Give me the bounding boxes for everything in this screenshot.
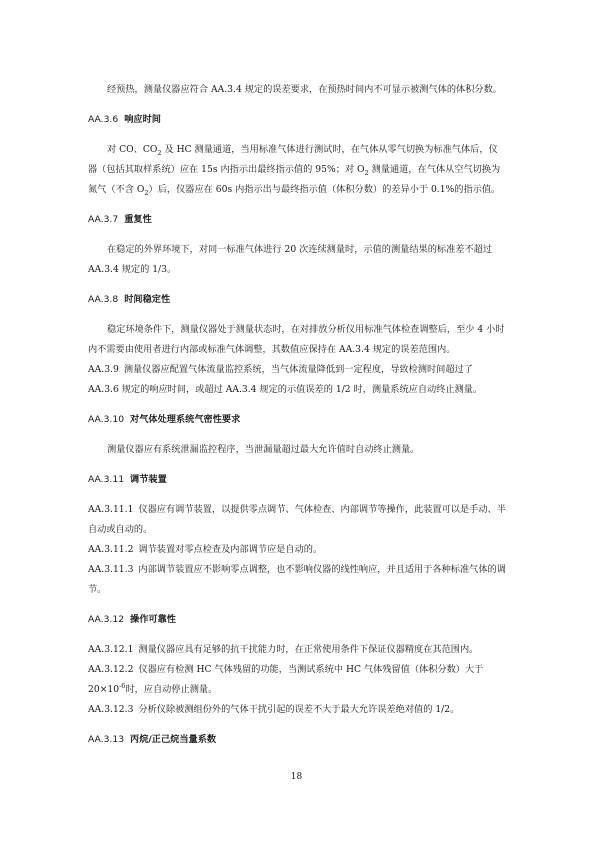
section-number: AA.3.13 [88,734,125,745]
section-heading-equivalence-factor [88,730,506,750]
section-number: AA.3.8 [88,294,119,305]
section-number: AA.3.11 [88,474,125,485]
item-number: AA.3.11.3 [88,564,134,575]
section-heading-time-stability [88,290,506,310]
repeatability-paragraph: 在稳定的外界环境下，对同一标准气体进行 20 次连续测量时，示值的测量结果的标准差不超过 AA.3.4 规定的 1/3。 [88,244,493,275]
response-time-paragraph [88,140,506,200]
text-run: 调节装置对零点检查及内部调节应是自动的。 [138,544,323,555]
subscript: 2 [157,148,162,157]
adjustment-item-1 [88,500,506,540]
text-run: 测量仪器应具有足够的抗干扰能力时，在正常使用条件下保证仪器精度在其范围内。 [138,644,479,655]
text-run: 分析仪除被测组份外的气体干扰引起的误差不大于最大允许误差绝对值的 1/2。 [138,704,460,715]
airtightness-paragraph: 测量仪器应有系统泄漏监控程序，当泄漏量超过最大允许值时自动终止测量。 [107,444,420,455]
item-number: AA.3.12.1 [88,644,134,655]
superscript: -6 [119,681,126,690]
section-title: 时间稳定性 [124,294,171,305]
section-number: AA.3.7 [88,214,119,225]
section-heading-repeatability [88,210,506,230]
adjustment-item-3 [88,560,506,600]
section-heading-adjustment [88,470,506,490]
reliability-item-1 [88,640,506,660]
section-heading-reliability [88,610,506,630]
text-run: 仪器应有检测 HC 气体残留的功能，当测试系统中 HC 气体残留值（体积分数）大于 20×10 [88,664,484,695]
section-number: AA.3.9 [88,364,119,375]
item-number: AA.3.12.2 [88,664,134,675]
text-run: 内部调节装置应不影响零点调整，也不影响仪器的线性响应，并且适用于各种标准气体的调节。 [88,564,506,595]
text-run: 测量通道，在气体从空气切换为氮气（不含 O [88,164,501,195]
page-number: 18 [290,772,303,782]
text-run: 时，应自动停止测量。 [125,684,218,695]
section-title: 响应时间 [124,114,161,125]
text-run: 对 CO、CO [107,144,158,155]
section-heading-airtightness [88,410,506,430]
section-title: 丙烷/正己烷当量系数 [130,734,217,745]
section-number: AA.3.6 [88,114,119,125]
text-run: 仪器应有调节装置，以提供零点调节、气体检查、内部调节等操作，此装置可以是手动、半自动或自动的。 [88,504,506,535]
item-number: AA.3.12.3 [88,704,134,715]
subscript: 2 [144,188,149,197]
time-stability-paragraph: 稳定环境条件下，测量仪器处于测量状态时，在对排放分析仪用标准气体检查调整后，至少 4 小时内不需要由使用者进行内部或标准气体调整，其数值应保持在 AA.3.4 规定的误差范围内。 [88,324,505,355]
item-number: AA.3.11.2 [88,544,134,555]
section-title: 对气体处理系统气密性要求 [130,414,241,425]
section-number: AA.3.12 [88,614,125,625]
section-title: 重复性 [124,214,152,225]
text-run: 测量仪器应配置气体流量监控系统，当气体流量降低到一定程度，导致检测时间超过了 AA.3.6 规定的响应时间，或超过 AA.3.4 规定的示值误差的 1/2 时，测量系统应自动终止测量。 [88,364,483,395]
section-heading-response-time [88,110,506,130]
section-title: 操作可靠性 [130,614,176,625]
text-run: ）后，仪器应在 60s 内指示出与最终指示值（体积分数）的差异小于 0.1%的指示值。 [148,184,501,195]
reliability-item-3 [88,700,506,720]
reliability-item-2 [88,660,506,700]
text-run: 及 HC 测量通道，当用标准气体进行测试时，在气体从零气切换为标准气体后，仪器（包括其取样系统）应在 15s 内指示出最终指示值的 95%；对 O [88,144,498,175]
page-content [88,80,506,760]
adjustment-item-2 [88,540,506,560]
section-title: 调节装置 [130,474,167,485]
section-number: AA.3.10 [88,414,125,425]
subscript: 2 [364,168,369,177]
flow-monitor-paragraph [88,360,506,400]
preheat-paragraph: 经预热，测量仪器应符合 AA.3.4 规定的误差要求，在预热时间内不可显示被测气体的体积分数。 [107,84,502,95]
item-number: AA.3.11.1 [88,504,134,515]
